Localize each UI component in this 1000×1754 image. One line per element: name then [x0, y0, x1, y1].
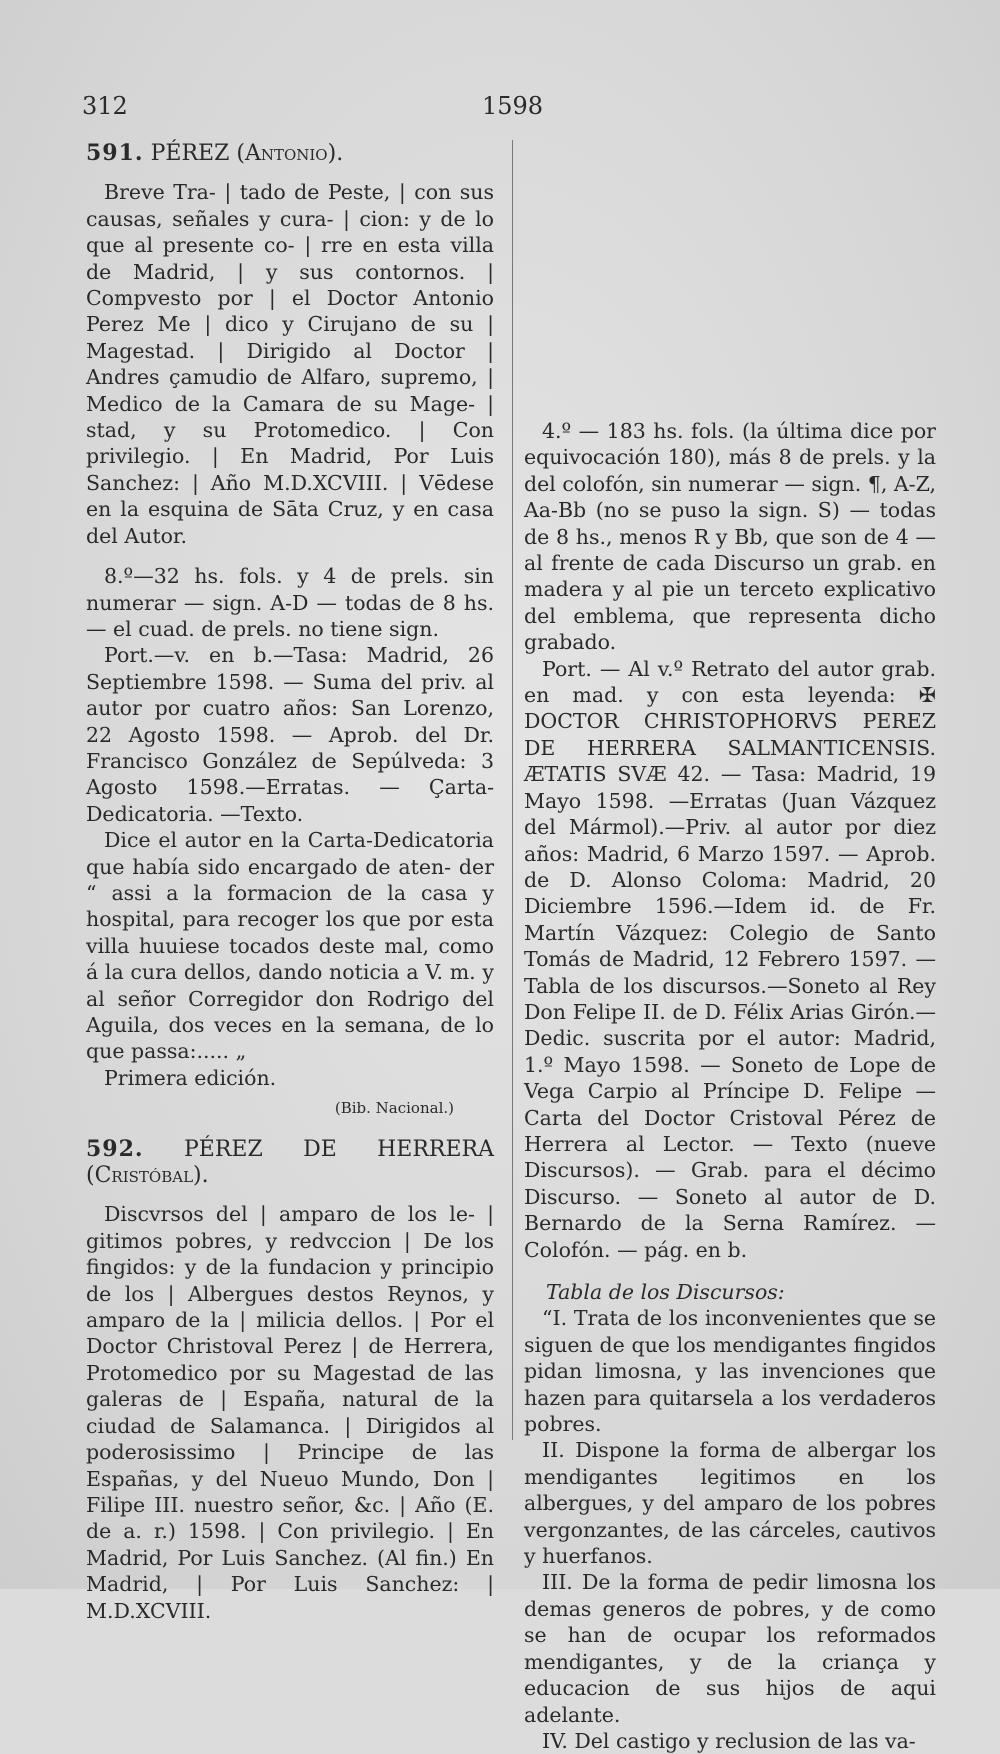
entry-591-title-transcription: Breve Tra- | tado de Peste, | con sus causas, señales y cura- | cion: y de lo que al presente co- | rre en esta villa de Madrid, | y sus contornos. | Compvesto por | el Doctor Antonio Perez Me | dico y Cirujano de su | Magestad. | Dirigido al Doctor | Andres çamudio de Alfaro, supremo, | Medico de la Camara de su Mage- | stad, y su Protomedico. | Con privilegio. | En Madrid, Por Luis Sanchez: | Año M.D.XCVIII. | Vēdese en la esquina de Sāta Cruz, y en casa del Autor. — [86, 180, 494, 548]
entry-591-author: PÉREZ (Antonio). — [150, 141, 344, 166]
entry-591-edition: Primera edición. — [104, 1065, 277, 1090]
entry-591-number: 591. — [86, 140, 144, 166]
entry-591-source: (Bib. Nacional.) — [334, 1099, 454, 1118]
entry-591-note: Dice el autor en la Carta-Dedicatoria que había sido encargado de aten- der “ assi a la formacion de la casa y hospital, para recoger los que por esta villa huuiese tocados deste mal, como á la cura dellos, dando noticia a V. m. y al señor Corregidor don Rodrigo del Aguila, dos veces en la semana, de lo que passa:..... „ — [86, 828, 494, 1064]
tabla-item: II. Dispone la forma de albergar los mendigantes legitimos en los albergues, y del amparo de los pobres vergonzantes, de las cárceles, cautivos y huerfanos. — [524, 1438, 936, 1569]
right-column — [524, 140, 936, 1753]
tabla-item: “I. Trata de los inconvenientes que se siguen de que los mendigantes fingidos pidan limosna, y las invenciones que hazen para quitarsela a los verdaderos pobres. — [524, 1306, 936, 1437]
entry-592-author: PÉREZ DE HERRERA (Cristóbal). — [86, 1136, 495, 1189]
entry-591-collation: 8.º—32 hs. fols. y 4 de prels. sin numerar — sign. A-D — todas de 8 hs. — el cuad. de prels. no tiene sign. — [86, 564, 494, 641]
running-head-year: 1598 — [482, 92, 544, 120]
page-header — [82, 92, 940, 132]
page-number: 312 — [82, 92, 128, 120]
tabla-item: IV. Del castigo y reclusion de las va- — [542, 1728, 916, 1753]
entry-592-tabla-title: Tabla de los Discursos: — [546, 1280, 785, 1304]
entry-592-title-transcription: Discvrsos del | amparo de los le- | gitimos pobres, y redvccion | De los fingidos: y de la fundacion y principio de los | Albergues destos Reynos, y amparo de la | milicia dellos. | Por el Doctor Christoval Perez | de Herrera, Protomedico por su Magestad de las galeras de | España, natural de la ciudad de Salamanca. | Dirigidos al poderosissimo | Principe de las Españas, y del Nueuo Mundo, Don | Filipe III. nuestro señor, &c. | Año (E. de a. r.) 1598. | Con privilegio. | En Madrid, Por Luis Sanchez. (Al fin.) En Madrid, | Por Luis Sanchez: | M.D.XCVIII. — [86, 1202, 494, 1623]
tabla-item: III. De la forma de pedir limosna los demas generos de pobres, y de como se han de ocupar los reformados mendigantes, y de la criança y educacion de sus hijos de aqui adelante. — [524, 1570, 936, 1727]
column-divider — [512, 140, 513, 1440]
entry-591-heading — [86, 140, 494, 167]
entry-591-contents: Port.—v. en b.—Tasa: Madrid, 26 Septiembre 1598. — Suma del priv. al autor por cuatro años: San Lorenzo, 22 Agosto 1598. — Aprob. del Dr. Francisco González de Sepúlveda: 3 Agosto 1598.—Erratas. — Çarta-Dedicatoria. —Texto. — [86, 643, 494, 826]
left-column — [86, 140, 495, 1623]
entry-592-contents: Port. — Al v.º Retrato del autor grab. en mad. y con esta leyenda: ✠ DOCTOR CHRISTOPHORVS PEREZ DE HERRERA SALMANTICENSIS. ÆTATIS SVÆ 42. — Tasa: Madrid, 19 Mayo 1598. —Erratas (Juan Vázquez del Mármol).—Priv. al autor por diez años: Madrid, 6 Marzo 1597. — Aprob. de D. Alonso Coloma: Madrid, 20 Diciembre 1596.—Idem id. de Fr. Martín Vázquez: Colegio de Santo Tomás de Madrid, 12 Febrero 1597. —Tabla de los discursos.—Soneto al Rey Don Felipe II. de D. Félix Arias Girón.—Dedic. suscrita por el autor: Madrid, 1.º Mayo 1598. — Soneto de Lope de Vega Carpio al Príncipe D. Felipe — Carta del Doctor Cristoval Pérez de Herrera al Lector. — Texto (nueve Discursos). — Grab. para el décimo Discurso. — Soneto al autor de D. Bernardo de la Serna Ramírez. — Colofón. — pág. en b. — [524, 656, 936, 1262]
entry-592-collation: 4.º — 183 hs. fols. (la última dice por equivocación 180), más 8 de prels. y la del colofón, sin numerar — sign. ¶, A-Z, Aa-Bb (no se puso la sign. S) — todas de 8 hs., menos R y Bb, que son de 4 — al frente de cada Discurso un grab. en madera y al pie un terceto explicativo del emblema, que representa dicho grabado. — [524, 419, 936, 655]
title-continuation-space — [524, 140, 936, 418]
entry-592-heading — [86, 1136, 494, 1190]
entry-592-number: 592. — [86, 1135, 144, 1162]
